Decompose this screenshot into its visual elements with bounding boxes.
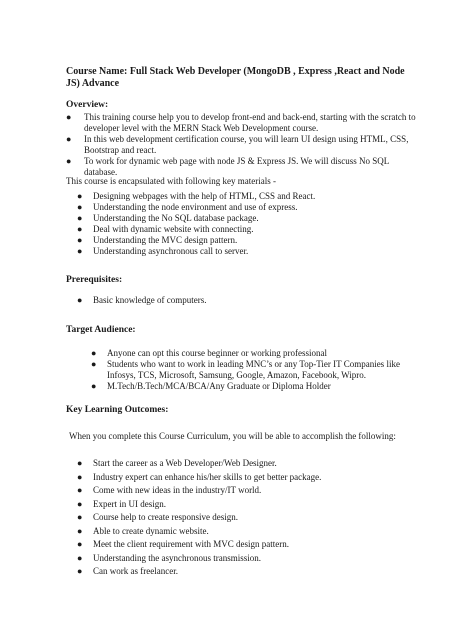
outcomes-heading: Key Learning Outcomes: — [66, 405, 169, 415]
audience-list — [91, 348, 401, 392]
list-item: ● Come with new ideas in the industry/IT world. — [77, 484, 397, 498]
bullet-icon: ● — [77, 213, 83, 223]
bullet-icon: ● — [77, 246, 83, 256]
audience-heading: Target Audience: — [66, 325, 136, 335]
overview-list — [66, 112, 416, 178]
list-item: ● Meet the client requirement with MVC design pattern. — [77, 538, 397, 552]
list-item: ● Can work as freelancer. — [77, 565, 397, 579]
list-item: ● Start the career as a Web Developer/Web Designer. — [77, 457, 397, 471]
list-item: ● Able to create dynamic website. — [77, 525, 397, 539]
bullet-icon: ● — [77, 224, 83, 234]
outcomes-intro: When you complete this Course Curriculum, you will be able to accomplish the following: — [69, 431, 396, 441]
list-item: ● Industry expert can enhance his/her skills to get better package. — [77, 471, 397, 485]
bullet-icon: ● — [77, 498, 83, 509]
bullet-icon: ● — [91, 381, 97, 391]
list-item: ● Designing webpages with the help of HTML, CSS and React. — [77, 191, 316, 201]
bullet-icon: ● — [66, 156, 72, 166]
outcomes-list — [77, 457, 397, 579]
bullet-icon: ● — [66, 112, 72, 122]
list-item: ● Anyone can opt this course beginner or working professional — [91, 348, 327, 358]
prerequisites-heading: Prerequisites: — [66, 275, 123, 285]
bullet-icon: ● — [77, 295, 83, 305]
list-item: ● Understanding the No SQL database package. — [77, 213, 259, 223]
list-item: ● This training course help you to develop front-end and back-end, starting with the scratch to developer level with the MERN Stack Web Development course. — [66, 112, 416, 133]
list-item: ● To work for dynamic web page with node JS & Express JS. We will discuss No SQL database. — [66, 156, 389, 177]
list-item: ● M.Tech/B.Tech/MCA/BCA/Any Graduate or Diploma Holder — [91, 381, 331, 391]
bullet-icon: ● — [77, 512, 83, 522]
bullet-icon: ● — [77, 202, 83, 212]
bullet-icon: ● — [91, 348, 97, 358]
bullet-icon: ● — [77, 191, 83, 201]
list-item: ● Understanding the node environment and use of express. — [77, 202, 298, 212]
list-item: ● Deal with dynamic website with connecting. — [77, 224, 254, 234]
list-item: ● In this web development certification course, you will learn UI design using HTML, CSS, Bootstrap and react. — [66, 134, 409, 155]
course-title: Course Name: Full Stack Web Developer (MongoDB , Express ,React and Node JS) Advance — [66, 66, 405, 89]
list-item: ● Understanding the asynchronous transmission. — [77, 552, 397, 566]
bullet-icon: ● — [77, 552, 83, 563]
bullet-icon: ● — [91, 359, 97, 369]
bullet-icon: ● — [77, 525, 83, 536]
list-item: ● Students who want to work in leading MNC’s or any Top-Tier IT Companies like Infosys, TCS, Microsoft, Samsung, Google, Amazon, Facebook, Wipro. — [91, 359, 400, 380]
bullet-icon: ● — [66, 134, 72, 144]
bullet-icon: ● — [77, 235, 83, 245]
bullet-icon: ● — [77, 458, 83, 468]
materials-list — [77, 191, 397, 257]
materials-intro: This course is encapsulated with following key materials - — [66, 176, 276, 186]
bullet-icon: ● — [77, 566, 83, 576]
bullet-icon: ● — [77, 485, 83, 495]
list-item: ● Expert in UI design. — [77, 498, 397, 512]
list-item: ● Understanding the MVC design pattern. — [77, 235, 238, 245]
bullet-icon: ● — [77, 539, 83, 549]
bullet-icon: ● — [77, 471, 83, 482]
prerequisites-list — [77, 295, 397, 306]
list-item: ● Basic knowledge of computers. — [77, 295, 207, 305]
list-item: ● Course help to create responsive design. — [77, 511, 397, 525]
overview-heading: Overview: — [66, 100, 109, 110]
list-item: ● Understanding asynchronous call to server. — [77, 246, 249, 256]
